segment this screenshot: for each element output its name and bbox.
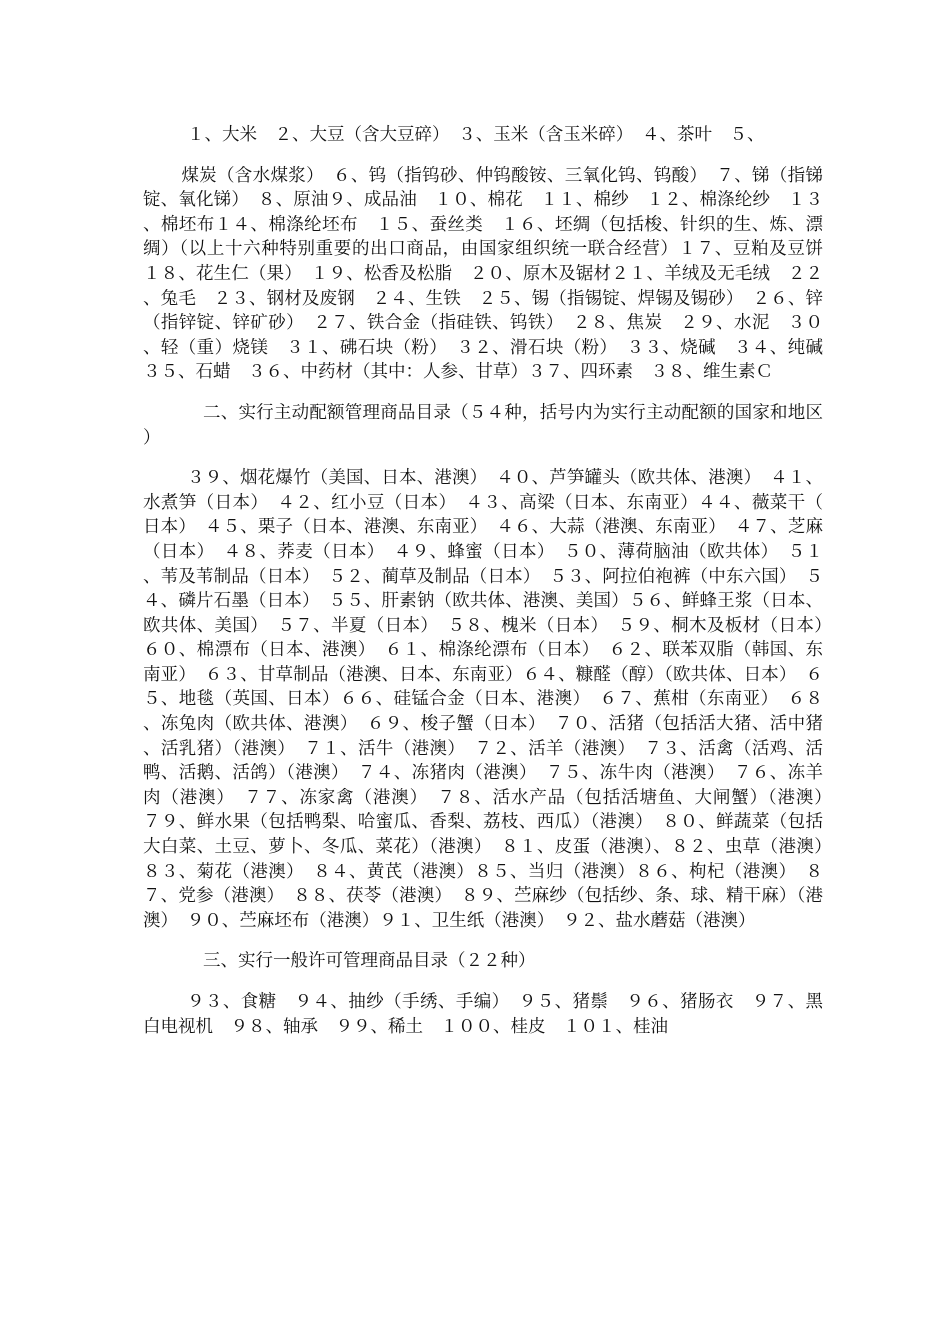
paragraph-list-part-3: ９３、食糖 ９４、抽纱（手绣、手编） ９５、猪鬃 ９６、猪肠衣 ９７、黑白电视机 ９８、轴承 ９９、稀土 １００、桂皮 １０１、桂油 xyxy=(143,992,823,1037)
document-page xyxy=(143,123,841,1055)
paragraph-list-part-1b xyxy=(143,164,841,385)
section-heading-general-license: 三、实行一般许可管理商品目录（２２种） xyxy=(203,951,536,972)
paragraph-list-part-2: ３９、烟花爆竹（美国、日本、港澳） ４０、芦笋罐头（欧共体、港澳） ４１、水煮笋（日本） ４２、红小豆（日本） ４３、高梁（日本、东南亚）４４、薇菜干（日本） ４５、栗子（日本、港澳、东南亚） ４６、大蒜（港澳、东南亚） ４７、芝麻（日本） ４８、荞麦（日本） ４９、蜂蜜（日本） ５０、薄荷脑油（欧共体） ５１、苇及苇制品（日本） ５２、蔺草及制品（日本） ５３、阿拉伯袍裤（中东六国） ５４、磷片石墨（日本） ５５、肝素钠（欧共体、港澳、美国）５６、鲜蜂王浆（日本、欧共体、美国） ５７、半夏（日本） ５８、槐米（日本） ５９、桐木及板材（日本） ６０、棉漂布（日本、港澳） ６１、棉涤纶漂布（日本） ６２、联苯双脂（韩国、东南亚） ６３、甘草制品（港澳、日本、东南亚）６４、糠醛（醇）（欧共体、日本） ６５、地毯（英国、日本）６６、硅锰合金（日本、港澳） ６７、蕉柑（东南亚） ６８、冻兔肉（欧共体、港澳） ６９、梭子蟹（日本） ７０、活猪（包括活大猪、活中猪、活乳猪）（港澳） ７１、活牛（港澳） ７２、活羊（港澳） ７３、活禽（活鸡、活鸭、活鹅、活鸽）（港澳） ７４、冻猪肉（港澳） ７５、冻牛肉（港澳） ７６、冻羊肉（港澳） ７７、冻家禽（港澳） ７８、活水产品（包括活塘鱼、大闸蟹）（港澳） ７９、鲜水果（包括鸭梨、哈蜜瓜、香梨、荔枝、西瓜）（港澳） ８０、鲜蔬菜（包括大白菜、土豆、萝卜、冬瓜、菜花）（港澳） ８１、皮蛋（港澳）、８２、虫草（港澳） ８３、菊花（港澳） ８４、黄芪（港澳）８５、当归（港澳）８６、枸杞（港澳） ８７、党参（港澳） ８８、茯苓（港澳） ８９、苎麻纱（包括纱、条、球、精干麻）（港澳） ９０、苎麻坯布（港澳）９１、卫生纸（港澳） ９２、盐水蘑菇（港澳） xyxy=(143,468,841,931)
paragraph-list-part-1b-text: 煤炭（含水煤浆） ６、钨（指钨砂、仲钨酸铵、三氧化钨、钨酸） ７、锑（指锑锭、氧化锑） ８、原油９、成品油 １０、棉花 １１、棉纱 １２、棉涤纶纱 １３、棉坯布１４、棉涤纶坯布 １５、蚕丝类 １６、坯绸（包括梭、针织的生、炼、漂绸）（以上十六种特别重要的出口商品，由国家组织统一联合经营）１７、豆粕及豆饼 １８、花生仁（果） １９、松香及松脂 ２０、原木及锯材２１、羊绒及无毛绒 ２２、兔毛 ２３、钢材及废钢 ２４、生铁 ２５、锡（指锡锭、焊锡及锡砂） ２６、锌（指锌锭、锌矿砂） ２７、铁合金（指硅铁、钨铁） ２８、焦炭 ２９、水泥 ３０、轻（重）烧镁 ３１、砩石块（粉） ３２、滑石块（粉） ３３、烧碱 ３４、纯碱 ３５、石蜡 ３６、中药材（其中：人参、甘草）３７、四环素 ３８、维生素Ｃ xyxy=(143,165,841,383)
paragraph-list-part-1a: １、大米 ２、大豆（含大豆碎） ３、玉米（含玉米碎） ４、茶叶 ５、 xyxy=(187,125,765,145)
section-heading-active-quota: 二、实行主动配额管理商品目录（５４种，括号内为实行主动配额的国家和地区） xyxy=(143,402,823,448)
